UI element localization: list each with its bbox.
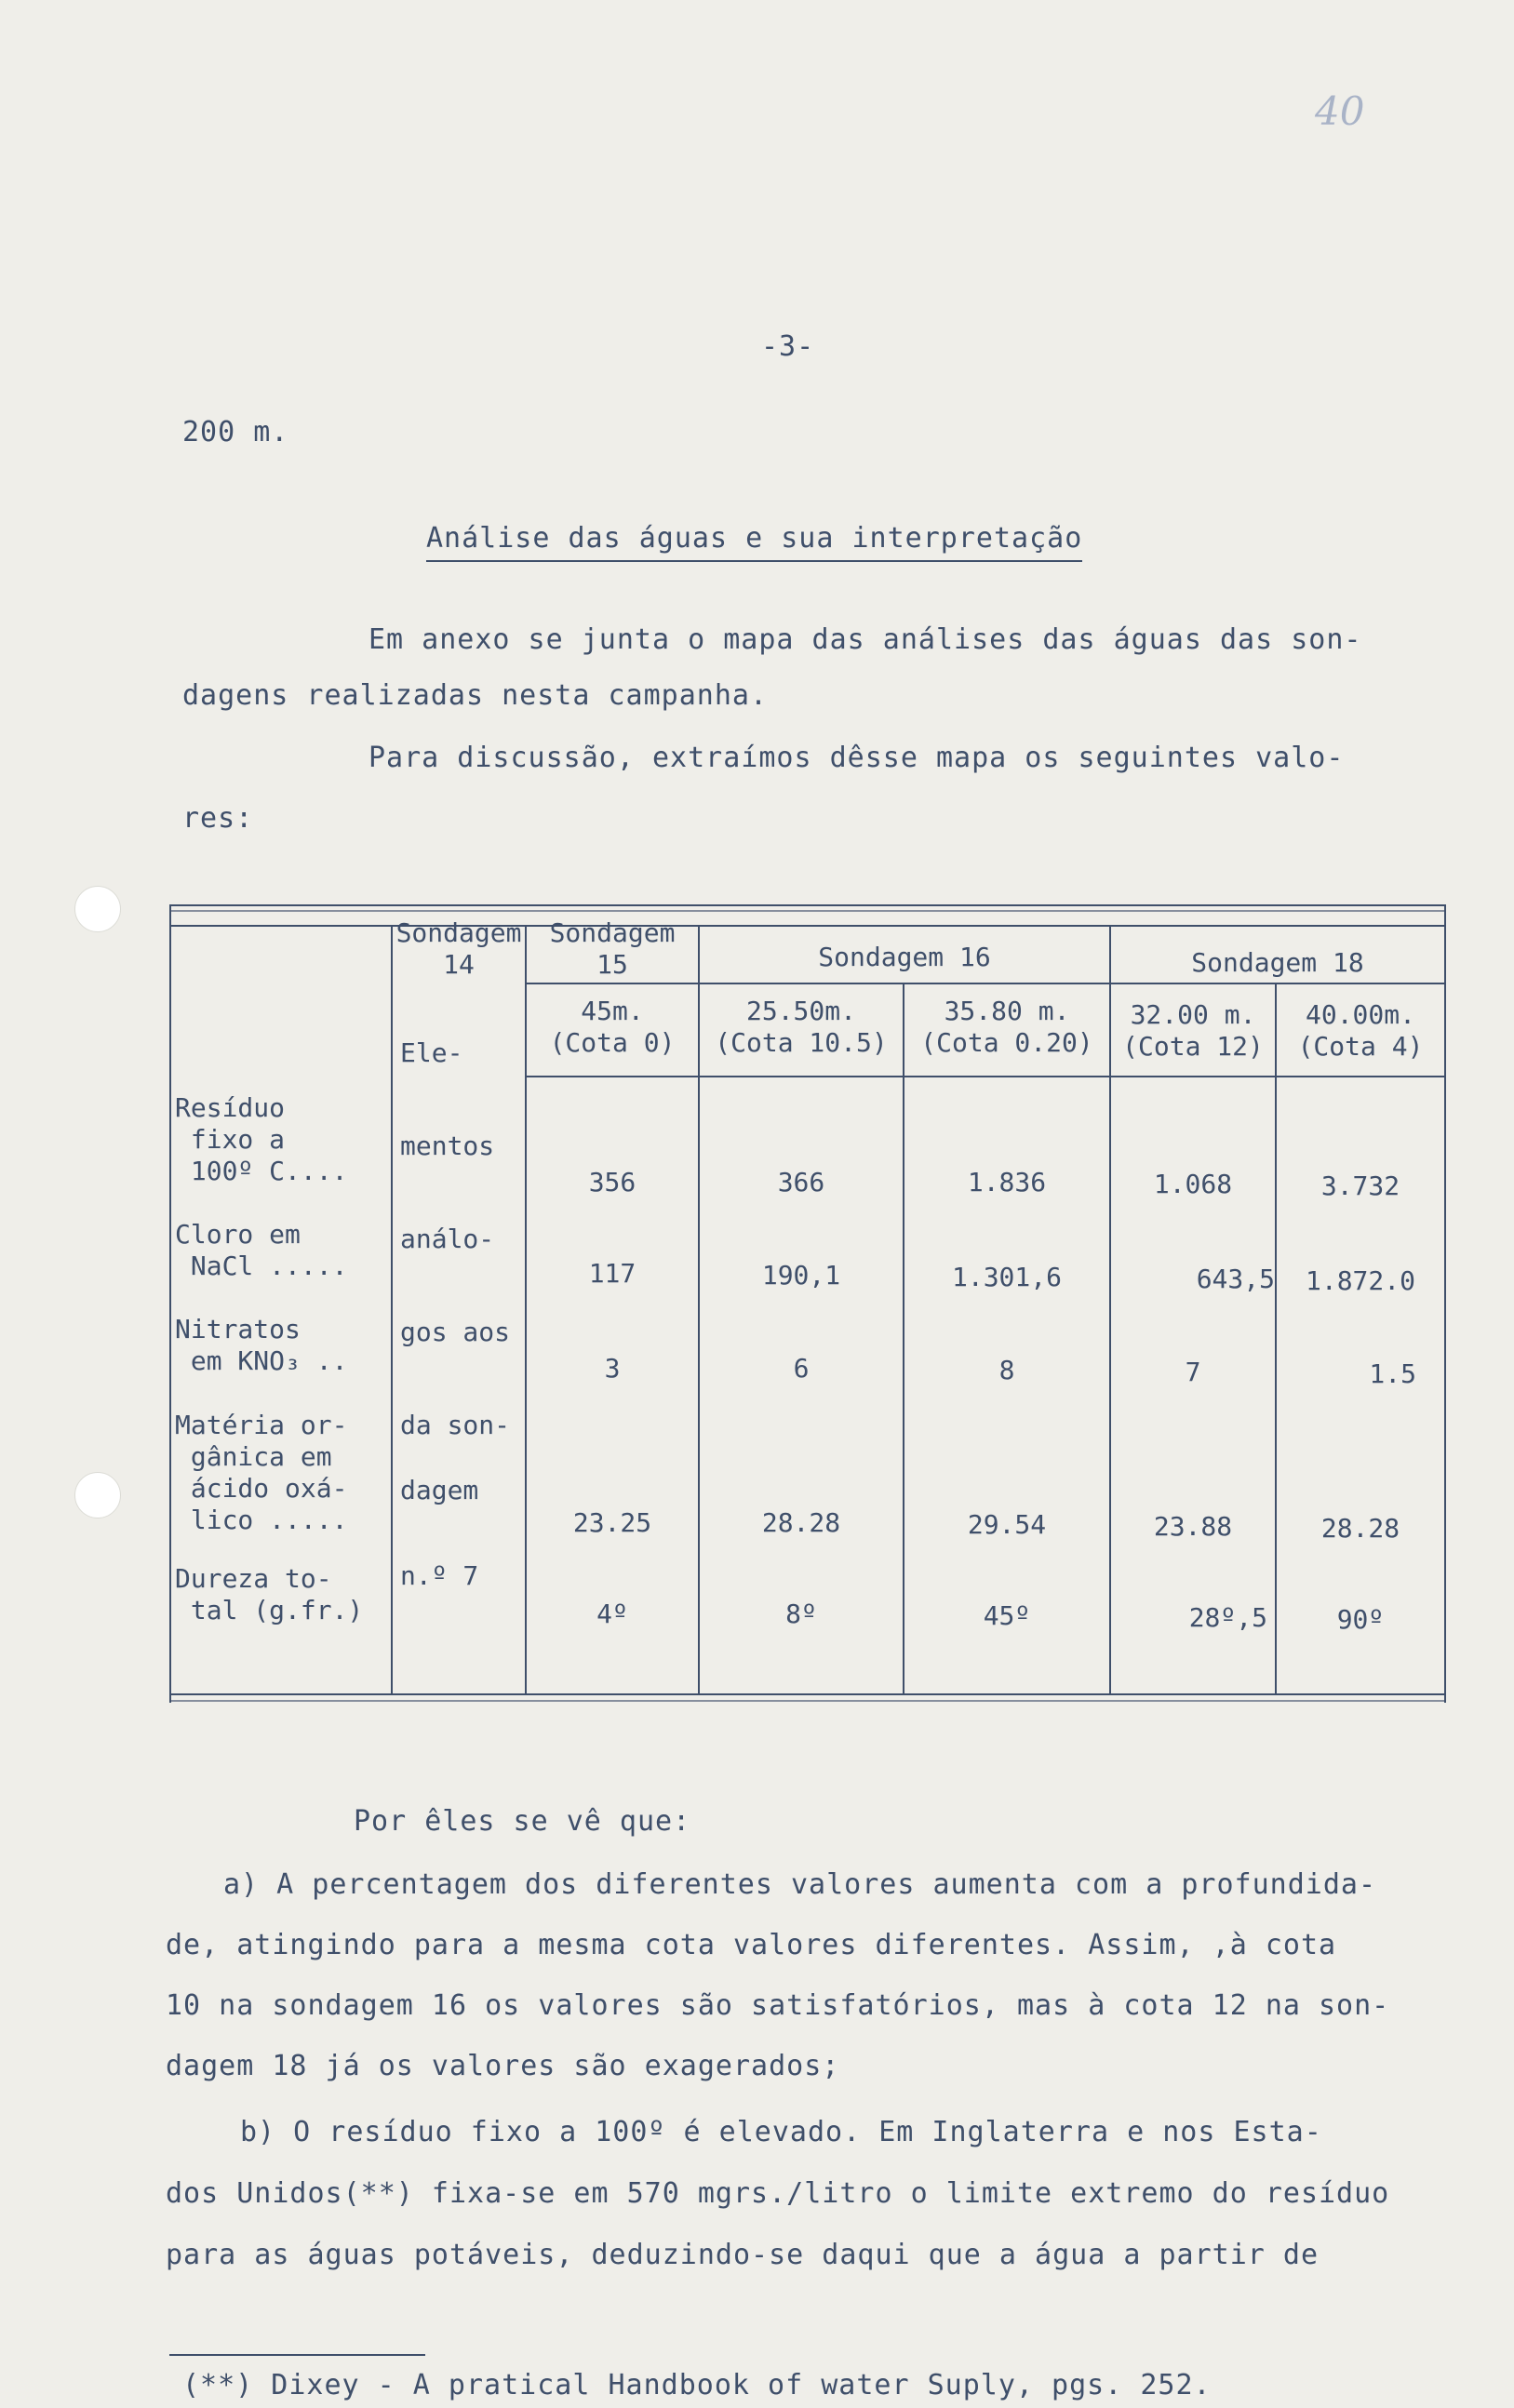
section-title: Análise das águas e sua interpretação bbox=[426, 522, 1082, 562]
table-cell: 29.54 bbox=[967, 1509, 1047, 1540]
table-cell: 7 bbox=[1185, 1357, 1201, 1387]
note-line-5: da son- bbox=[400, 1410, 511, 1440]
header-sondagem-14: Sondagem 14 bbox=[395, 917, 522, 980]
table-cell: 8 bbox=[998, 1355, 1015, 1385]
table-cell: 4º bbox=[596, 1599, 628, 1629]
header-sondagem-18: Sondagem 18 bbox=[1191, 947, 1364, 978]
header-sondagem-16: Sondagem 16 bbox=[818, 942, 991, 972]
table-cell: 1.5 bbox=[1369, 1358, 1416, 1389]
row-label-cloro: Cloro em NaCl ..... bbox=[175, 1219, 348, 1281]
table-cell: 45º bbox=[983, 1600, 1031, 1631]
note-line-3: análo- bbox=[400, 1224, 495, 1254]
table-cell: 8º bbox=[785, 1599, 817, 1629]
table-cell: 117 bbox=[588, 1258, 636, 1289]
header-depth-40-00m: 40.00m. (Cota 4) bbox=[1297, 999, 1424, 1062]
note-line-4: gos aos bbox=[400, 1317, 511, 1347]
conclusion-intro: Por êles se vê que: bbox=[354, 1805, 691, 1838]
item-a-line-2: de, atingindo para a mesma cota valores diferentes. Assim, ,à cota bbox=[166, 1929, 1337, 1961]
paragraph-2-line-2: res: bbox=[182, 802, 254, 835]
table-cell: 23.25 bbox=[572, 1507, 652, 1538]
table-cell: 28º,5 bbox=[1188, 1602, 1267, 1633]
item-b-line-3: para as águas potáveis, deduzindo-se daqui que a água a partir de bbox=[166, 2239, 1319, 2271]
table-cell: 3.732 bbox=[1320, 1171, 1400, 1201]
table-cell: 643,5 bbox=[1196, 1264, 1275, 1294]
paragraph-1-line-2: dagens realizadas nesta campanha. bbox=[182, 679, 769, 712]
table-cell: 1.872.0 bbox=[1305, 1265, 1415, 1296]
table-cell: 366 bbox=[777, 1167, 825, 1197]
page-number: -3- bbox=[761, 330, 815, 363]
note-line-2: mentos bbox=[400, 1130, 495, 1161]
table-cell: 1.301,6 bbox=[951, 1262, 1062, 1292]
table-cell: 1.836 bbox=[967, 1167, 1047, 1197]
header-sondagem-15: Sondagem 15 bbox=[549, 917, 676, 980]
row-label-materia-organica: Matéria or- gânica em ácido oxá- lico ..... bbox=[175, 1410, 348, 1535]
table-cell: 3 bbox=[604, 1353, 621, 1384]
table-cell: 90º bbox=[1336, 1604, 1385, 1635]
header-depth-32-00m: 32.00 m. (Cota 12) bbox=[1122, 999, 1264, 1062]
paragraph-2-line-1: Para discussão, extraímos dêsse mapa os seguintes valo- bbox=[368, 742, 1345, 774]
item-a-line-3: 10 na sondagem 16 os valores são satisfatórios, mas à cota 12 na son- bbox=[166, 1989, 1390, 2022]
footnote: (**) Dixey - A pratical Handbook of water Suply, pgs. 252. bbox=[182, 2369, 1212, 2401]
table-cell: 28.28 bbox=[1320, 1513, 1400, 1544]
table-cell: 1.068 bbox=[1153, 1169, 1233, 1199]
punch-hole-top bbox=[74, 886, 121, 932]
handwritten-page-mark: 40 bbox=[1315, 88, 1365, 134]
table-cell: 190,1 bbox=[761, 1260, 841, 1291]
item-a-line-1: a) A percentagem dos diferentes valores aumenta com a profundida- bbox=[223, 1868, 1376, 1901]
note-line-7: n.º 7 bbox=[400, 1560, 479, 1591]
table-cell: 23.88 bbox=[1153, 1511, 1233, 1542]
water-analysis-table bbox=[169, 904, 1446, 1703]
item-b-line-1: b) O resíduo fixo a 100º é elevado. Em Inglaterra e nos Esta- bbox=[240, 2116, 1322, 2148]
item-b-line-2: dos Unidos(**) fixa-se em 570 mgrs./litro o limite extremo do resíduo bbox=[166, 2177, 1390, 2210]
table-cell: 6 bbox=[793, 1353, 810, 1384]
table-cell: 356 bbox=[588, 1167, 636, 1197]
item-a-line-4: dagem 18 já os valores são exagerados; bbox=[166, 2050, 840, 2082]
header-depth-35-80m: 35.80 m. (Cota 0.20) bbox=[920, 996, 1093, 1058]
note-line-6: dagem bbox=[400, 1475, 479, 1505]
note-line-1: Ele- bbox=[400, 1037, 463, 1068]
footnote-separator bbox=[169, 2354, 425, 2356]
header-depth-45m: 45m. (Cota 0) bbox=[549, 996, 676, 1058]
row-label-dureza: Dureza to- tal (g.fr.) bbox=[175, 1563, 364, 1625]
punch-hole-bottom bbox=[74, 1472, 121, 1518]
table-cell: 28.28 bbox=[761, 1507, 841, 1538]
row-label-nitratos: Nitratos em KNO₃ .. bbox=[175, 1314, 348, 1376]
row-label-residuo: Resíduo fixo a 100º C.... bbox=[175, 1092, 348, 1186]
header-depth-25-50m: 25.50m. (Cota 10.5) bbox=[715, 996, 888, 1058]
lead-text: 200 m. bbox=[182, 416, 289, 448]
paragraph-1-line-1: Em anexo se junta o mapa das análises das águas das son- bbox=[368, 623, 1362, 656]
